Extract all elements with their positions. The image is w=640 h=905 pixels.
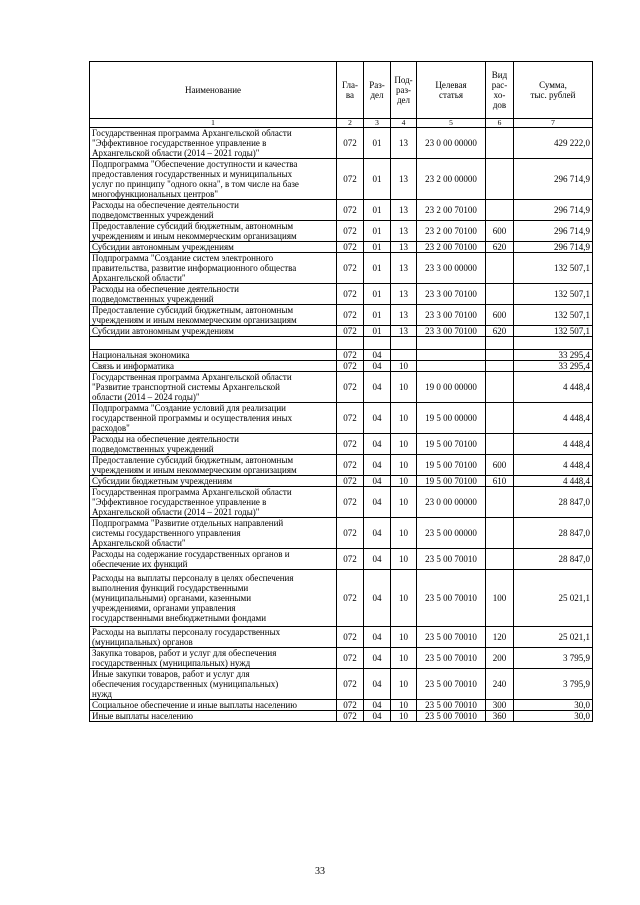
row-chapter: 072 — [337, 128, 364, 159]
row-section: 04 — [364, 403, 391, 434]
row-chapter: 072 — [337, 627, 364, 648]
row-chapter: 072 — [337, 326, 364, 337]
row-chapter — [337, 337, 364, 350]
row-name: Подпрограмма "Обеспечение доступности и качества предоставления государственных и муниципальных услуг по принципу "одного окна", в том числе на базе многофункциональных центров" — [90, 159, 337, 200]
row-expense-type — [486, 487, 514, 518]
header-target-article: Целевая статья — [417, 62, 486, 119]
row-section: 01 — [364, 221, 391, 242]
header-chapter: Гла- ва — [337, 62, 364, 119]
row-sum: 28 847,0 — [514, 518, 593, 549]
header-sum: Сумма, тыс. рублей — [514, 62, 593, 119]
row-target-article: 23 2 00 00000 — [417, 159, 486, 200]
row-expense-type — [486, 372, 514, 403]
row-subsection: 10 — [391, 403, 417, 434]
row-chapter: 072 — [337, 403, 364, 434]
row-target-article — [417, 361, 486, 372]
table-row — [90, 476, 593, 487]
row-subsection: 10 — [391, 455, 417, 476]
row-name: Субсидии бюджетным учреждениям — [90, 476, 337, 487]
row-chapter: 072 — [337, 253, 364, 284]
row-name: Национальная экономика — [90, 350, 337, 361]
row-expense-type — [486, 200, 514, 221]
index-cell: 2 — [337, 119, 364, 128]
row-section: 01 — [364, 242, 391, 253]
row-expense-type: 600 — [486, 455, 514, 476]
row-section: 04 — [364, 455, 391, 476]
row-section: 01 — [364, 284, 391, 305]
row-name: Расходы на выплаты персоналу в целях обеспечения выполнения функций государственными (муниципальными) органами, казенными учреждениями, органами управления государственными внебюджетными фондами — [90, 570, 337, 627]
row-section: 04 — [364, 487, 391, 518]
header-name: Наименование — [90, 62, 337, 119]
table-row — [90, 361, 593, 372]
row-target-article: 23 0 00 00000 — [417, 128, 486, 159]
row-expense-type: 240 — [486, 669, 514, 700]
row-expense-type — [486, 361, 514, 372]
row-expense-type: 610 — [486, 476, 514, 487]
budget-table — [89, 61, 593, 722]
row-subsection: 13 — [391, 284, 417, 305]
index-cell: 3 — [364, 119, 391, 128]
row-target-article: 19 5 00 70100 — [417, 455, 486, 476]
table-row — [90, 403, 593, 434]
row-sum: 4 448,4 — [514, 455, 593, 476]
row-subsection: 13 — [391, 159, 417, 200]
row-sum: 296 714,9 — [514, 159, 593, 200]
row-sum: 429 222,0 — [514, 128, 593, 159]
row-target-article: 23 5 00 70010 — [417, 711, 486, 722]
row-chapter: 072 — [337, 669, 364, 700]
table-row — [90, 669, 593, 700]
table-row — [90, 128, 593, 159]
row-subsection: 10 — [391, 648, 417, 669]
row-target-article: 23 5 00 70010 — [417, 700, 486, 711]
row-subsection: 13 — [391, 221, 417, 242]
row-section: 04 — [364, 350, 391, 361]
row-subsection — [391, 337, 417, 350]
row-expense-type — [486, 284, 514, 305]
row-expense-type — [486, 159, 514, 200]
table-row — [90, 711, 593, 722]
row-section: 01 — [364, 128, 391, 159]
row-name: Расходы на обеспечение деятельности подведомственных учреждений — [90, 434, 337, 455]
row-target-article — [417, 350, 486, 361]
row-subsection: 10 — [391, 434, 417, 455]
row-sum: 296 714,9 — [514, 200, 593, 221]
table-row — [90, 242, 593, 253]
row-expense-type: 600 — [486, 305, 514, 326]
table-row — [90, 350, 593, 361]
row-sum: 132 507,1 — [514, 284, 593, 305]
row-target-article: 23 0 00 00000 — [417, 487, 486, 518]
row-expense-type — [486, 253, 514, 284]
row-sum: 3 795,9 — [514, 648, 593, 669]
row-chapter: 072 — [337, 570, 364, 627]
index-cell: 6 — [486, 119, 514, 128]
row-target-article: 23 3 00 70100 — [417, 305, 486, 326]
row-chapter: 072 — [337, 305, 364, 326]
table-row — [90, 159, 593, 200]
row-expense-type: 620 — [486, 326, 514, 337]
row-target-article: 19 5 00 00000 — [417, 403, 486, 434]
row-subsection: 10 — [391, 711, 417, 722]
row-name: Субсидии автономным учреждениям — [90, 326, 337, 337]
row-target-article: 19 0 00 00000 — [417, 372, 486, 403]
row-expense-type: 620 — [486, 242, 514, 253]
row-name: Социальное обеспечение и иные выплаты населению — [90, 700, 337, 711]
row-name: Предоставление субсидий бюджетным, автономным учреждениям и иным некоммерческим организациям — [90, 305, 337, 326]
row-sum: 3 795,9 — [514, 669, 593, 700]
row-expense-type — [486, 518, 514, 549]
row-section: 04 — [364, 518, 391, 549]
row-sum: 4 448,4 — [514, 476, 593, 487]
row-sum: 30,0 — [514, 711, 593, 722]
row-section: 04 — [364, 434, 391, 455]
row-sum: 4 448,4 — [514, 403, 593, 434]
column-index-row — [90, 119, 593, 128]
row-section: 04 — [364, 711, 391, 722]
table-row — [90, 326, 593, 337]
row-subsection: 10 — [391, 372, 417, 403]
row-sum: 28 847,0 — [514, 487, 593, 518]
row-section: 04 — [364, 700, 391, 711]
row-subsection: 10 — [391, 570, 417, 627]
row-target-article: 23 5 00 70010 — [417, 648, 486, 669]
row-chapter: 072 — [337, 487, 364, 518]
row-target-article: 23 5 00 70010 — [417, 570, 486, 627]
row-chapter: 072 — [337, 372, 364, 403]
table-row — [90, 434, 593, 455]
row-sum: 25 021,1 — [514, 570, 593, 627]
row-name: Расходы на обеспечение деятельности подведомственных учреждений — [90, 200, 337, 221]
header-expense-type: Вид рас- хо- дов — [486, 62, 514, 119]
row-section — [364, 337, 391, 350]
row-expense-type — [486, 128, 514, 159]
row-chapter: 072 — [337, 648, 364, 669]
row-chapter: 072 — [337, 518, 364, 549]
page-number: 33 — [315, 866, 325, 877]
table-row — [90, 372, 593, 403]
row-section: 01 — [364, 305, 391, 326]
row-target-article: 23 5 00 00000 — [417, 518, 486, 549]
row-subsection: 13 — [391, 305, 417, 326]
row-target-article — [417, 337, 486, 350]
row-section: 01 — [364, 159, 391, 200]
row-expense-type — [486, 434, 514, 455]
row-chapter: 072 — [337, 549, 364, 570]
header-section: Раз- дел — [364, 62, 391, 119]
row-sum: 28 847,0 — [514, 549, 593, 570]
row-name: Государственная программа Архангельской области "Эффективное государственное управление в Архангельской области (2014 – 2021 годы)" — [90, 128, 337, 159]
row-expense-type: 100 — [486, 570, 514, 627]
row-name: Государственная программа Архангельской области "Эффективное государственное управление в Архангельской области (2014 – 2021 годы)" — [90, 487, 337, 518]
row-subsection: 10 — [391, 627, 417, 648]
index-cell: 7 — [514, 119, 593, 128]
row-chapter: 072 — [337, 221, 364, 242]
row-subsection: 10 — [391, 518, 417, 549]
header-subsection: Под- раз- дел — [391, 62, 417, 119]
row-name: Подпрограмма "Создание систем электронного правительства, развитие информационного общества Архангельской области" — [90, 253, 337, 284]
table-row — [90, 518, 593, 549]
table-row — [90, 305, 593, 326]
row-section: 04 — [364, 476, 391, 487]
row-name — [90, 337, 337, 350]
row-expense-type — [486, 403, 514, 434]
row-section: 04 — [364, 669, 391, 700]
table-row — [90, 455, 593, 476]
row-chapter: 072 — [337, 700, 364, 711]
row-sum: 33 295,4 — [514, 350, 593, 361]
row-subsection — [391, 350, 417, 361]
row-subsection: 13 — [391, 326, 417, 337]
table-row — [90, 221, 593, 242]
row-name: Иные выплаты населению — [90, 711, 337, 722]
row-subsection: 10 — [391, 669, 417, 700]
row-chapter: 072 — [337, 455, 364, 476]
row-chapter: 072 — [337, 711, 364, 722]
row-sum: 25 021,1 — [514, 627, 593, 648]
table-body — [90, 128, 593, 722]
row-target-article: 19 5 00 70100 — [417, 434, 486, 455]
row-subsection: 13 — [391, 128, 417, 159]
row-expense-type: 300 — [486, 700, 514, 711]
row-expense-type — [486, 350, 514, 361]
index-cell: 5 — [417, 119, 486, 128]
row-sum: 4 448,4 — [514, 434, 593, 455]
table-row — [90, 549, 593, 570]
row-name: Расходы на содержание государственных органов и обеспечение их функций — [90, 549, 337, 570]
row-section: 01 — [364, 326, 391, 337]
row-target-article: 23 2 00 70100 — [417, 221, 486, 242]
row-chapter: 072 — [337, 242, 364, 253]
table-header-row — [90, 62, 593, 119]
row-chapter: 072 — [337, 350, 364, 361]
row-sum: 33 295,4 — [514, 361, 593, 372]
row-subsection: 10 — [391, 476, 417, 487]
table-row — [90, 253, 593, 284]
row-subsection: 13 — [391, 200, 417, 221]
row-sum: 30,0 — [514, 700, 593, 711]
row-subsection: 10 — [391, 361, 417, 372]
row-section: 04 — [364, 648, 391, 669]
row-sum: 296 714,9 — [514, 221, 593, 242]
index-cell: 4 — [391, 119, 417, 128]
row-target-article: 23 3 00 70100 — [417, 284, 486, 305]
row-name: Связь и информатика — [90, 361, 337, 372]
row-name: Иные закупки товаров, работ и услуг для обеспечения государственных (муниципальных) нужд — [90, 669, 337, 700]
row-expense-type — [486, 337, 514, 350]
row-chapter: 072 — [337, 476, 364, 487]
row-target-article: 23 3 00 00000 — [417, 253, 486, 284]
row-subsection: 10 — [391, 487, 417, 518]
row-expense-type: 600 — [486, 221, 514, 242]
index-cell: 1 — [90, 119, 337, 128]
row-target-article: 23 2 00 70100 — [417, 242, 486, 253]
row-section: 04 — [364, 361, 391, 372]
row-target-article: 23 5 00 70010 — [417, 549, 486, 570]
row-sum: 132 507,1 — [514, 326, 593, 337]
row-name: Предоставление субсидий бюджетным, автономным учреждениям и иным некоммерческим организациям — [90, 455, 337, 476]
row-target-article: 19 5 00 70100 — [417, 476, 486, 487]
row-sum — [514, 337, 593, 350]
row-subsection: 13 — [391, 242, 417, 253]
row-name: Расходы на выплаты персоналу государственных (муниципальных) органов — [90, 627, 337, 648]
row-section: 04 — [364, 627, 391, 648]
row-section: 04 — [364, 372, 391, 403]
row-expense-type: 120 — [486, 627, 514, 648]
table-row — [90, 570, 593, 627]
table-row — [90, 284, 593, 305]
row-sum: 296 714,9 — [514, 242, 593, 253]
row-target-article: 23 5 00 70010 — [417, 627, 486, 648]
table-row — [90, 200, 593, 221]
row-name: Расходы на обеспечение деятельности подведомственных учреждений — [90, 284, 337, 305]
table-row — [90, 487, 593, 518]
row-sum: 132 507,1 — [514, 253, 593, 284]
table-row — [90, 648, 593, 669]
table-row — [90, 337, 593, 350]
row-target-article: 23 2 00 70100 — [417, 200, 486, 221]
row-section: 04 — [364, 549, 391, 570]
row-sum: 4 448,4 — [514, 372, 593, 403]
row-section: 01 — [364, 253, 391, 284]
row-chapter: 072 — [337, 361, 364, 372]
row-expense-type: 200 — [486, 648, 514, 669]
row-subsection: 10 — [391, 549, 417, 570]
row-section: 04 — [364, 570, 391, 627]
row-expense-type — [486, 549, 514, 570]
row-chapter: 072 — [337, 159, 364, 200]
row-name: Подпрограмма "Создание условий для реализации государственной программы и осуществления иных расходов" — [90, 403, 337, 434]
row-chapter: 072 — [337, 434, 364, 455]
row-name: Предоставление субсидий бюджетным, автономным учреждениям и иным некоммерческим организациям — [90, 221, 337, 242]
row-subsection: 13 — [391, 253, 417, 284]
table-row — [90, 700, 593, 711]
row-sum: 132 507,1 — [514, 305, 593, 326]
row-name: Субсидии автономным учреждениям — [90, 242, 337, 253]
row-section: 01 — [364, 200, 391, 221]
row-target-article: 23 5 00 70010 — [417, 669, 486, 700]
row-chapter: 072 — [337, 284, 364, 305]
row-name: Государственная программа Архангельской области "Развитие транспортной системы Архангельской области (2014 – 2024 годы)" — [90, 372, 337, 403]
row-target-article: 23 3 00 70100 — [417, 326, 486, 337]
table-row — [90, 627, 593, 648]
row-chapter: 072 — [337, 200, 364, 221]
row-name: Закупка товаров, работ и услуг для обеспечения государственных (муниципальных) нужд — [90, 648, 337, 669]
row-expense-type: 360 — [486, 711, 514, 722]
row-name: Подпрограмма "Развитие отдельных направлений системы государственного управления Архангельской области" — [90, 518, 337, 549]
row-subsection: 10 — [391, 700, 417, 711]
